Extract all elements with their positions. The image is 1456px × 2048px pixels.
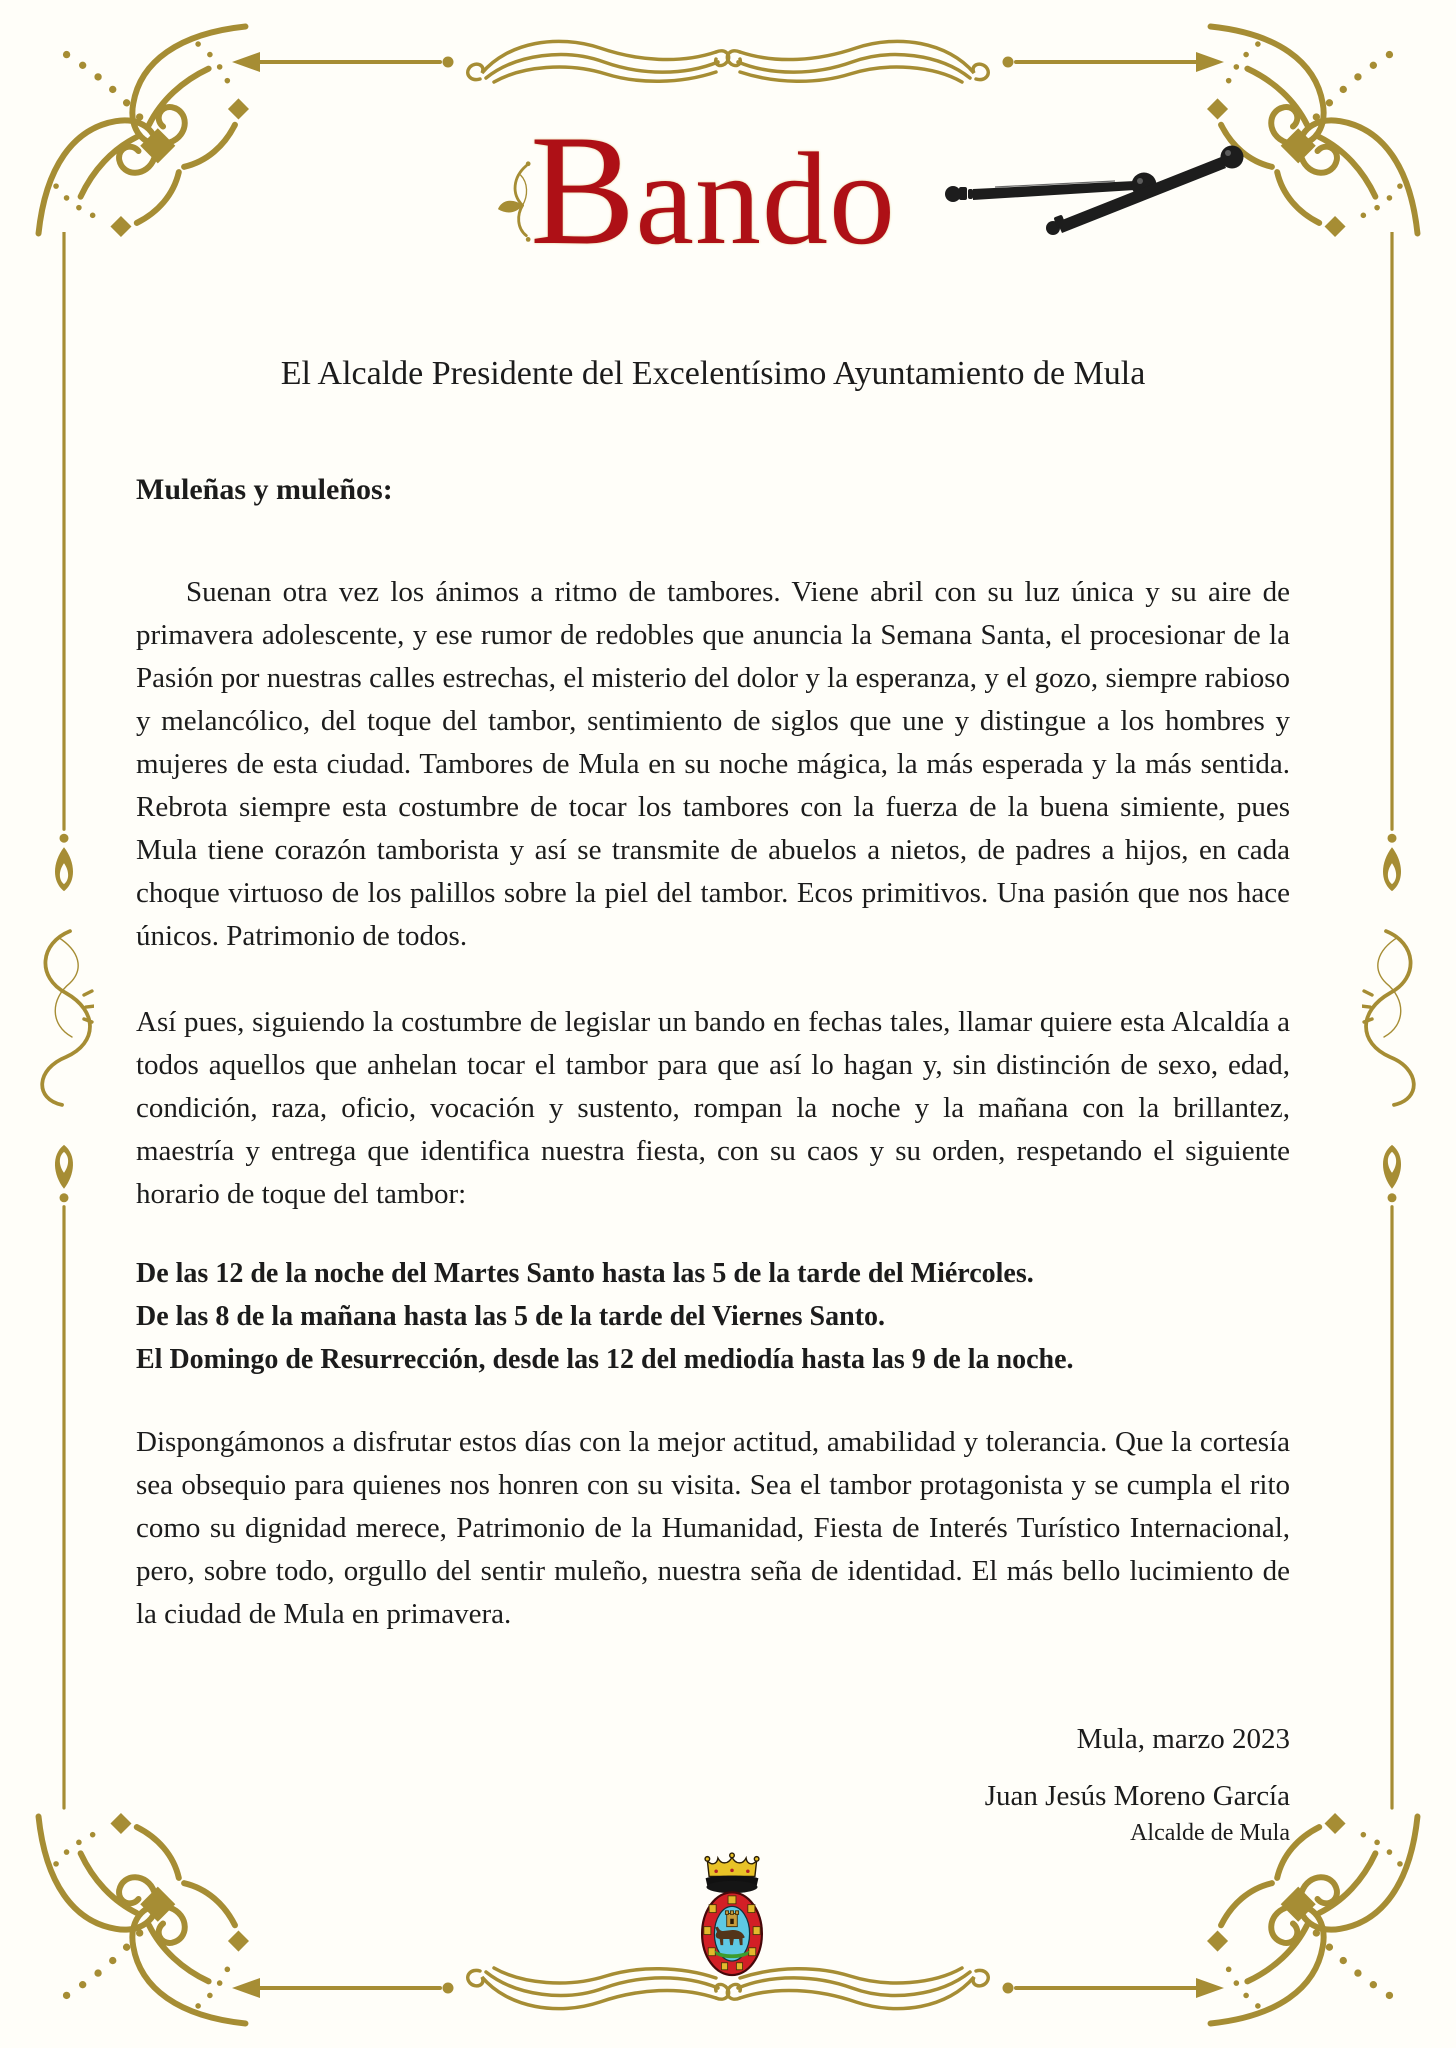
paragraph-1: Suenan otra vez los ánimos a ritmo de tambores. Viene abril con su luz única y su aire de primavera adolescente, y ese rumor de redobles que anuncia la Semana Santa, el procesionar de la Pasión por nuestras calles estrechas, el misterio del dolor y la esperanza, y el gozo, siempre rabioso y melancólico, del toque del tambor, sentimiento de siglos que une y distingue a los hombres y mujeres de esta ciudad. Tambores de Mula en su noche mágica, la más esperada y la más sentida. Rebrota siempre esta costumbre de tocar los tambores con la fuerza de la buena simiente, pues Mula tiene corazón tamborista y así se transmite de abuelos a nietos, de padres a hijos, en cada choque virtuoso de los palillos sobre la piel del tambor. Ecos primitivos. Una pasión que nos hace únicos. Patrimonio de todos. — [136, 576, 1290, 952]
schedule-line-3: El Domingo de Resurrección, desde las 12 del mediodía hasta las 9 de la noche. — [136, 1344, 1074, 1375]
document-heading: El Alcalde Presidente del Excelentísimo Ayuntamiento de Mula — [280, 355, 1146, 392]
title-leaf-flourish-icon — [490, 160, 538, 264]
signature-place-date: Mula, marzo 2023 — [1076, 1723, 1290, 1755]
top-arrow-swash-band-icon — [228, 22, 1228, 102]
drum-schedule — [136, 1252, 1290, 1381]
signature-name: Juan Jesús Moreno García — [984, 1780, 1290, 1812]
schedule-line-1: De las 12 de la noche del Martes Santo hasta las 5 de la tarde del Miércoles. — [136, 1258, 1034, 1289]
paragraph-2: Así pues, siguiendo la costumbre de legislar un bando en fechas tales, llamar quiere esta Alcaldía a todos aquellos que anhelan tocar el tambor para que así lo hagan y, sin distinción de sexo, edad, condición, raza, oficio, vocación y sustento, rompan la noche y la mañana con la brillantez, maestría y entrega que identifica nuestra fiesta, con su caos y su orden, respetando el siguiente horario de toque del tambor: — [136, 1006, 1290, 1210]
left-side-flourish-icon — [34, 232, 94, 1810]
drumsticks-icon — [935, 130, 1255, 240]
salutation: Muleñas y muleños: — [136, 473, 393, 506]
page-title — [530, 103, 896, 278]
signature-block — [136, 1718, 1290, 1848]
document-body — [136, 468, 1290, 1848]
title-initial: B — [530, 103, 636, 278]
signature-role: Alcalde de Mula — [1130, 1820, 1290, 1846]
paragraph-3: Dispongámonos a disfrutar estos días con la mejor actitud, amabilidad y tolerancia. Que la cortesía sea obsequio para quienes nos honren con su visita. Sea el tambor protagonista y se cumpla el rito como su dignidad merece, Patrimonio de la Humanidad, Fiesta de Interés Turístico Internacional, pero, sobre todo, orgullo del sentir muleño, nuestra seña de identidad. El más bello lucimiento de la ciudad de Mula en primavera. — [136, 1426, 1290, 1630]
right-side-flourish-icon — [1362, 232, 1422, 1810]
schedule-line-2: De las 8 de la mañana hasta las 5 de la tarde del Viernes Santo. — [136, 1301, 886, 1332]
title-rest: ando — [635, 125, 896, 272]
mula-coat-of-arms-icon — [688, 1850, 776, 1991]
